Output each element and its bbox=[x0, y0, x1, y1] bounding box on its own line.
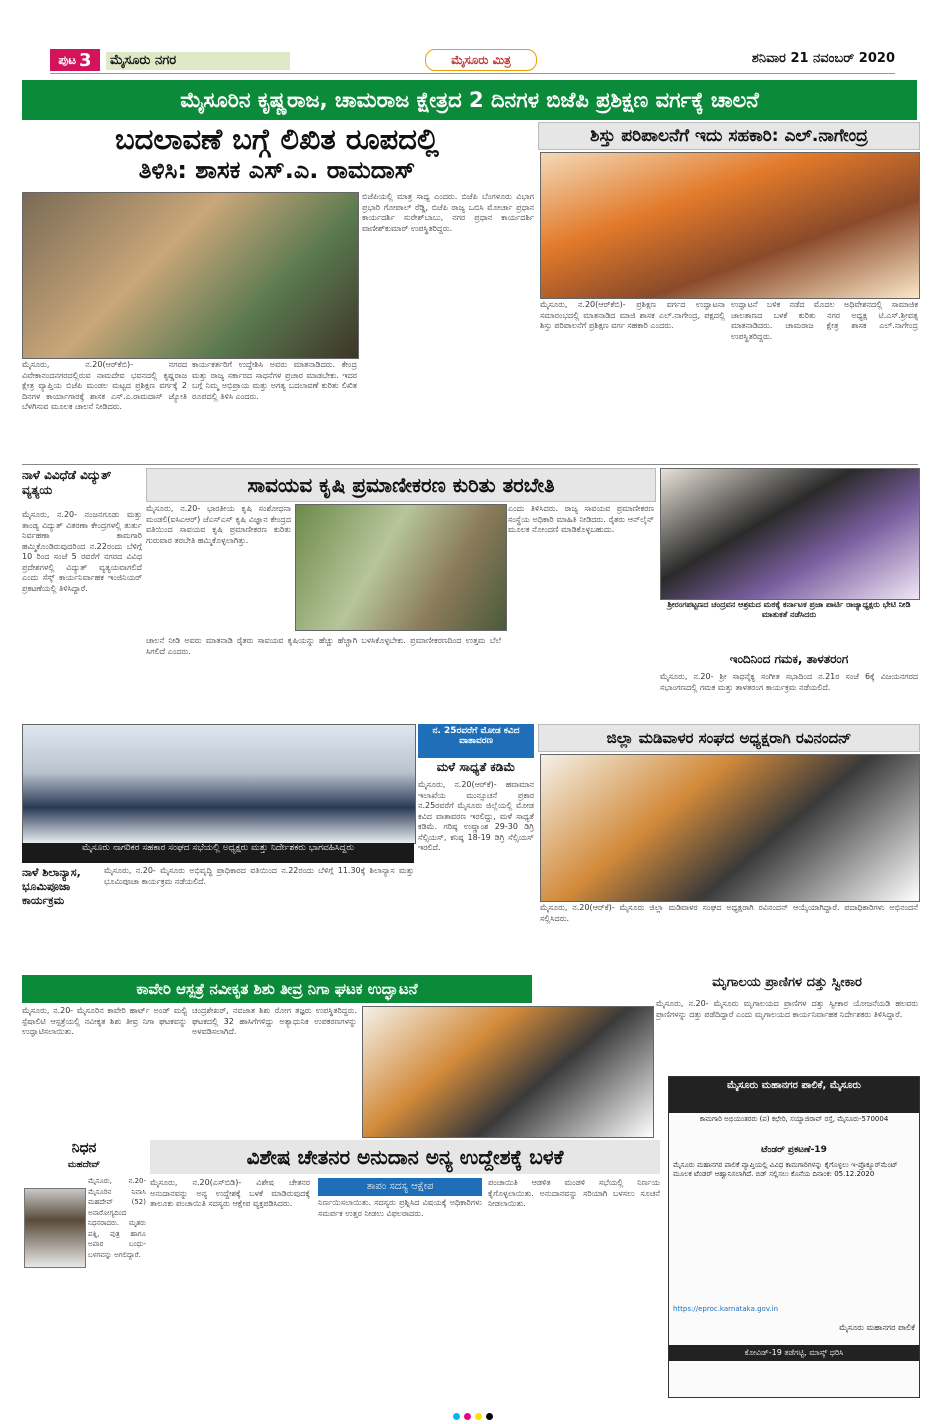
cyan-dot bbox=[453, 1413, 460, 1420]
advert-department: ಕಾಮಗಾರಿ ಅಭಿಯಂತರರು (ಪ) ಕಛೇರಿ, ಸಯ್ಯಾಜಿರಾವ್ ರಸ್ತೆ, ಮೈಸೂರು-570004 bbox=[699, 1115, 889, 1123]
advert-signature: ಮೈಸೂರು ಮಹಾನಗರ ಪಾಲಿಕೆ bbox=[839, 1323, 915, 1332]
paper-logo: ಮೈಸೂರು ಮಿತ್ರ bbox=[425, 49, 537, 71]
story8-text: ಮೈಸೂರು, ನ.20(ಆರ್‌ಕೆ)- ಮೈಸೂರು ಜಿಲ್ಲಾ ಮಡಿವಾಳರ ಸಂಘದ ಅಧ್ಯಕ್ಷರಾಗಿ ರವಿನಂದನ್ ಆಯ್ಕೆಯಾಗಿದ್ದಾರೆ. ಪದಾಧಿಕಾರಿಗಳು ಅಭಿನಂದನೆ ಸಲ್ಲಿಸಿದರು. bbox=[540, 903, 918, 923]
story2-text-b: ಉದ್ಘಾಟನೆ ಬಳಿಕ ನಡೆದ ಮೊದಲ ಅಧಿವೇಶನದಲ್ಲಿ ಸಾಮಾಜಿಕ ಜಾಲತಾಣದ ಬಳಕೆ ಕುರಿತು ನಗರ ಅಧ್ಯಕ್ಷ ಟಿ.ಎಸ್.ಶ್ರೀವತ್ಸ ಮಾತನಾಡಿದರು. ಚಾಮರಾಜ ಕ್ಷೇತ್ರ ಶಾಸಕ ಎಲ್.ನಾಗೇಂದ್ರ ಉಪಸ್ಥಿತರಿದ್ದರು. bbox=[731, 300, 918, 341]
print-color-marks bbox=[453, 1413, 493, 1420]
advert-url[interactable]: https://eproc.karnataka.gov.in bbox=[673, 1305, 779, 1313]
story1-photo bbox=[22, 192, 359, 359]
story12-headline: ವಿಶೇಷ ಚೇತನರ ಅನುದಾನ ಅನ್ಯ ಉದ್ದೇಶಕ್ಕೆ ಬಳಕೆ bbox=[150, 1140, 660, 1174]
page-number-badge bbox=[50, 49, 100, 71]
story4-text-a: ಮೈಸೂರು, ನ.20- ಭಾರತೀಯ ಕೃಷಿ ಸಂಶೋಧನಾ ಮಂಡಲಿ(ಐಸಿಎಆರ್) ಜೆಎಸ್‌ಎಸ್ ಕೃಷಿ ವಿಜ್ಞಾನ ಕೇಂದ್ರದ ವತಿಯಿಂದ ಸಾವಯವ ಕೃಷಿ ಪ್ರಮಾಣೀಕರಣ ಕುರಿತು ಗುರುವಾರ ತರಬೇತಿ ಹಮ್ಮಿಕೊಳ್ಳಲಾಗಿತ್ತು. bbox=[146, 504, 291, 545]
page-label: ಪುಟ bbox=[58, 52, 77, 67]
story7-tag: ನ. 25ರವರೆಗೆ ಮೋಡ ಕವಿದ ವಾತಾವರಣ bbox=[418, 724, 534, 758]
story12-text-a: ಮೈಸೂರು, ನ.20(ಎಸ್‌ಬಿಡಿ)- ವಿಶೇಷ ಚೇತನರ ಅನುದಾನವನ್ನು ಅನ್ಯ ಉದ್ದೇಶಕ್ಕೆ ಬಳಕೆ ಮಾಡಿರುವುದಕ್ಕೆ ತಾಲೂಕು ಪಂಚಾಯಿತಿ ಸದಸ್ಯರು ಆಕ್ಷೇಪ ವ್ಯಕ್ತಪಡಿಸಿದರು. bbox=[150, 1178, 310, 1208]
story8-photo bbox=[540, 754, 920, 902]
story3-headline: ನಾಳೆ ವಿವಿಧೆಡೆ ವಿದ್ಯುತ್ ವ್ಯತ್ಯಯ bbox=[22, 468, 112, 497]
obituary-name: ಮಹದೇವ್ bbox=[67, 1160, 101, 1170]
divider bbox=[22, 464, 918, 465]
obituary-text: ಮೈಸೂರು, ನ.20- ಮೈಸೂರಿನ ನಿವಾಸಿ ಮಹದೇವ್ (52) ಅನಾರೋಗ್ಯದಿಂದ ನಿಧನರಾದರು. ಮೃತರು ಪತ್ನಿ, ಪುತ್ರ ಹಾಗೂ ಅಪಾರ ಬಂಧು-ಬಳಗವನ್ನು ಅಗಲಿದ್ದಾರೆ. bbox=[88, 1177, 146, 1259]
advert-org: ಮೈಸೂರು ಮಹಾನಗರ ಪಾಲಿಕೆ, ಮೈಸೂರು bbox=[669, 1077, 919, 1113]
story11-text: ಮೈಸೂರು, ನ.20- ಮೈಸೂರು ಮೃಗಾಲಯದ ಪ್ರಾಣಿಗಳ ದತ್ತು ಸ್ವೀಕಾರ ಯೋಜನೆಯಡಿ ಹಲವರು ಪ್ರಾಣಿಗಳನ್ನು ದತ್ತು ಪಡೆದಿದ್ದಾರೆ ಎಂದು ಮೃಗಾಲಯದ ಕಾರ್ಯನಿರ್ವಾಹಕ ನಿರ್ದೇಶಕರು ತಿಳಿಸಿದ್ದಾರೆ. bbox=[656, 999, 918, 1019]
story4-text-b: ಚಾಲನೆ ನೀಡಿ ಅವರು ಮಾತನಾಡಿ ರೈತರು ಸಾವಯವ ಕೃಷಿಯನ್ನು ಹೆಚ್ಚು ಹೆಚ್ಚಾಗಿ ಬಳಸಿಕೊಳ್ಳಬೇಕು. ಪ್ರಮಾಣೀಕರಣದಿಂದ ಉತ್ತಮ ಬೆಲೆ ಸಿಗಲಿದೆ ಎಂದರು. bbox=[146, 636, 501, 656]
story4-headline: ಸಾವಯವ ಕೃಷಿ ಪ್ರಮಾಣೀಕರಣ ಕುರಿತು ತರಬೇತಿ bbox=[146, 468, 656, 502]
obituary-photo bbox=[24, 1188, 86, 1268]
story12-text-c: ಪಂಚಾಯಿತಿ ಆಡಳಿತ ಮಂಡಳಿ ಸಭೆಯಲ್ಲಿ ನಿರ್ಣಯ ಕೈಗೊಳ್ಳಲಾಯಿತು. ಅನುದಾನವನ್ನು ಸರಿಯಾಗಿ ಬಳಸಲು ಸೂಚನೆ ನೀಡಲಾಯಿತು. bbox=[488, 1178, 660, 1208]
story10-photo bbox=[362, 1006, 654, 1138]
story4-text-c: ಎಂದು ತಿಳಿಸಿದರು. ರಾಜ್ಯ ಸಾವಯವ ಪ್ರಮಾಣೀಕರಣ ಸಂಸ್ಥೆಯ ಅಧಿಕಾರಿ ಮಾಹಿತಿ ನೀಡಿದರು. ರೈತರು ಆನ್‌ಲೈನ್ ಮೂಲಕ ನೋಂದಣಿ ಮಾಡಿಕೊಳ್ಳಬಹುದು. bbox=[508, 504, 654, 534]
yellow-dot bbox=[475, 1413, 482, 1420]
story7-text: ಮೈಸೂರು, ನ.20(ಆರ್‌ಕೆ)- ಹವಾಮಾನ ಇಲಾಖೆಯ ಮುನ್ಸೂಚನೆ ಪ್ರಕಾರ ನ.25ರವರೆಗೆ ಮೈಸೂರು ಜಿಲ್ಲೆಯಲ್ಲಿ ಮೋಡ ಕವಿದ ವಾತಾವರಣ ಇರಲಿದ್ದು, ಮಳೆ ಸಾಧ್ಯತೆ ಕಡಿಮೆ. ಗರಿಷ್ಠ ಉಷ್ಣಾಂಶ 29-30 ಡಿಗ್ರಿ ಸೆಲ್ಸಿಯಸ್, ಕನಿಷ್ಠ 18-19 ಡಿಗ್ರಿ ಸೆಲ್ಸಿಯಸ್ ಇರಲಿದೆ. bbox=[418, 780, 534, 852]
story1-headline-line2: ತಿಳಿಸಿ: ಶಾಸಕ ಎಸ್.ಎ. ರಾಮದಾಸ್ bbox=[138, 156, 416, 184]
story7-headline: ಮಳೆ ಸಾಧ್ಯತೆ ಕಡಿಮೆ bbox=[436, 760, 516, 774]
obituary-headline: ನಿಧನ bbox=[71, 1140, 97, 1156]
story8-headline: ಜಿಲ್ಲಾ ಮಡಿವಾಳರ ಸಂಘದ ಅಧ್ಯಕ್ಷರಾಗಿ ರವಿನಂದನ್ bbox=[538, 724, 920, 752]
story10-text-a: ಮೈಸೂರು, ನ.20- ಮೈಸೂರಿನ ಕಾವೇರಿ ಹಾರ್ಟ್ ಅಂಡ್ ಮಲ್ಟಿ ಸ್ಪೆಷಾಲಿಟಿ ಆಸ್ಪತ್ರೆಯಲ್ಲಿ ನವೀಕೃತ ಶಿಶು ತೀವ್ರ ನಿಗಾ ಘಟಕವನ್ನು ಉದ್ಘಾಟಿಸಲಾಯಿತು. bbox=[22, 1006, 187, 1036]
story12-subhead: ತಾಪಂ ಸದಸ್ಯ ಆಕ್ಷೇಪ bbox=[318, 1178, 482, 1196]
story3-text: ಮೈಸೂರು, ನ.20- ನಂಜನಗೂಡು ಮತ್ತು ತಾಂಡ್ಯ ವಿದ್ಯುತ್ ವಿತರಣಾ ಕೇಂದ್ರಗಳಲ್ಲಿ ತುರ್ತು ನಿರ್ವಹಣಾ ಕಾಮಗಾರಿ ಹಮ್ಮಿಕೊಂಡಿರುವುದರಿಂದ ನ.22ರಂದು ಬೆಳಿಗ್ಗೆ 10 ರಿಂದ ಸಂಜೆ 5 ರವರೆಗೆ ನಗರದ ವಿವಿಧ ಪ್ರದೇಶಗಳಲ್ಲಿ ವಿದ್ಯುತ್ ವ್ಯತ್ಯಯವಾಗಲಿದೆ ಎಂದು ಸೆಸ್ಕ್ ಕಾರ್ಯನಿರ್ವಾಹಕ ಇಂಜಿನಿಯರ್ ಪ್ರಕಟಣೆಯಲ್ಲಿ ತಿಳಿಸಿದ್ದಾರೆ. bbox=[22, 510, 142, 593]
advert-body: ಮೈಸೂರು ಮಹಾನಗರ ಪಾಲಿಕೆ ವ್ಯಾಪ್ತಿಯಲ್ಲಿ ವಿವಿಧ ಕಾಮಗಾರಿಗಳನ್ನು ಕೈಗೊಳ್ಳಲು ಇ-ಪ್ರೊಕ್ಯೂರ್‌ಮೆಂಟ್ ಮೂಲಕ ಟೆಂಡರ್ ಆಹ್ವಾನಿಸಲಾಗಿದೆ. ಬಿಡ್ ಸಲ್ಲಿಸಲು ಕೊನೆಯ ದಿನಾಂಕ: 05.12.2020 bbox=[673, 1161, 898, 1178]
story5-headline: ಇಂದಿನಿಂದ ಗಮಕ, ತಾಳತರಂಗ bbox=[729, 652, 849, 666]
story10-text-b: ಚಂದ್ರಶೇಖರ್, ನವಜಾತ ಶಿಶು ರೋಗ ತಜ್ಞರು ಉಪಸ್ಥಿತರಿದ್ದರು. ಘಟಕದಲ್ಲಿ 32 ಹಾಸಿಗೆಗಳಿದ್ದು ಅತ್ಯಾಧುನಿಕ ಉಪಕರಣಗಳನ್ನು ಅಳವಡಿಸಲಾಗಿದೆ. bbox=[192, 1006, 357, 1036]
story12-text-b: ನಿರ್ಣಯಿಸಲಾಯಿತು. ಸದಸ್ಯರು ಪ್ರಶ್ನಿಸಿದ ವಿಷಯಕ್ಕೆ ಅಧಿಕಾರಿಗಳು ಸಮರ್ಪಕ ಉತ್ತರ ನೀಡಲು ವಿಫಲರಾದರು. bbox=[318, 1198, 482, 1218]
story11-headline: ಮೃಗಾಲಯ ಪ್ರಾಣಿಗಳ ದತ್ತು ಸ್ವೀಕಾರ bbox=[712, 975, 862, 990]
masthead bbox=[50, 49, 895, 74]
story4-photo bbox=[295, 504, 507, 631]
story5-text: ಮೈಸೂರು, ನ.20- ಶ್ರೀ ಸಾಧನೈಕ್ಯ ಸಂಗೀತ ಸಭಾದಿಂದ ನ.21ರ ಸಂಜೆ 6ಕ್ಕೆ ವಿಜಯನಗರದ ಸಭಾಂಗಣದಲ್ಲಿ ಗಮಕ ಮತ್ತು ತಾಳತರಂಗ ಕಾರ್ಯಕ್ರಮ ನಡೆಯಲಿದೆ. bbox=[660, 672, 918, 692]
story5-caption: ಶ್ರೀರಂಗಪಟ್ಟಣದ ಚಂದ್ರವನ ಆಶ್ರಮದ ಮಠಕ್ಕೆ ಕರ್ನಾಟಕ ಪ್ರಜಾ ಪಾರ್ಟಿ ರಾಜ್ಯಾಧ್ಯಕ್ಷರು ಭೇಟಿ ನೀಡಿ ಮಾತುಕತೆ ನಡೆಸಿದರು bbox=[667, 600, 911, 619]
black-dot bbox=[486, 1413, 493, 1420]
advert-notice-title: ಟೆಂಡರ್ ಪ್ರಕಟಣೆ-19 bbox=[761, 1145, 827, 1155]
story6-photo bbox=[22, 724, 416, 844]
section-name: ಮೈಸೂರು ನಗರ bbox=[106, 52, 290, 70]
issue-date: ಶನಿವಾರ 21 ನವಂಬರ್ 2020 bbox=[751, 51, 895, 66]
story9-text: ಮೈಸೂರು, ನ.20- ಮೈಸೂರು ಅಭಿವೃದ್ಧಿ ಪ್ರಾಧಿಕಾರದ ವತಿಯಿಂದ ನ.22ರಂದು ಬೆಳಿಗ್ಗೆ 11.30ಕ್ಕೆ ಶಿಲಾನ್ಯಾಸ ಮತ್ತು ಭೂಮಿಪೂಜಾ ಕಾರ್ಯಕ್ರಮ ನಡೆಯಲಿದೆ. bbox=[104, 866, 414, 886]
page-number: 3 bbox=[79, 49, 92, 71]
top-banner: ಮೈಸೂರಿನ ಕೃಷ್ಣರಾಜ, ಚಾಮರಾಜ ಕ್ಷೇತ್ರದ 2 ದಿನಗಳ ಬಿಜೆಪಿ ಪ್ರಶಿಕ್ಷಣ ವರ್ಗಕ್ಕೆ ಚಾಲನೆ bbox=[22, 80, 917, 120]
story5-photo bbox=[660, 468, 920, 600]
story1-headline-line1: ಬದಲಾವಣೆ ಬಗ್ಗೆ ಲಿಖಿತ ರೂಪದಲ್ಲಿ bbox=[115, 122, 439, 156]
story2-photo bbox=[540, 152, 920, 299]
story1-text-b: ಕಾರ್ಯಕರ್ತರಿಗೆ ಉದ್ದೇಶಿಸಿ ಅವರು ಮಾತನಾಡಿದರು. ಕೇಂದ್ರ ಮತ್ತು ರಾಜ್ಯ ಸರ್ಕಾರದ ಸಾಧನೆಗಳ ಪ್ರಚಾರ ಮಾಡಬೇಕು. ಇದರ ಬಗ್ಗೆ ನಿಮ್ಮ ಅಭಿಪ್ರಾಯ ಮತ್ತು ಅಗತ್ಯ ಬದಲಾವಣೆ ಕುರಿತು ಲಿಖಿತ ರೂಪದಲ್ಲಿ ತಿಳಿಸಿ ಎಂದರು. bbox=[192, 360, 357, 401]
tender-advert bbox=[668, 1076, 920, 1398]
magenta-dot bbox=[464, 1413, 471, 1420]
story2-text-a: ಮೈಸೂರು, ನ.20(ಆರ್‌ಕೆಬಿ)- ಪ್ರಶಿಕ್ಷಣ ವರ್ಗದ ಉದ್ಘಾಟನಾ ಸಮಾರಂಭದಲ್ಲಿ ಮಾತನಾಡಿದ ಮಾಜಿ ಶಾಸಕ ಎಲ್.ನಾಗೇಂದ್ರ, ಪಕ್ಷದಲ್ಲಿ ಶಿಸ್ತು ಪರಿಪಾಲನೆಗೆ ಪ್ರಶಿಕ್ಷಣ ವರ್ಗ ಸಹಕಾರಿ ಎಂದರು. bbox=[540, 300, 725, 330]
story9-headline: ನಾಳೆ ಶಿಲಾನ್ಯಾಸ, ಭೂಮಿಪೂಜಾ ಕಾರ್ಯಕ್ರಮ bbox=[22, 866, 81, 907]
advert-footer: ಕೋವಿಡ್-19 ತಡೆಗಟ್ಟಿ, ಮಾಸ್ಕ್ ಧರಿಸಿ bbox=[669, 1345, 919, 1361]
story1-text-a: ಮೈಸೂರು, ನ.20(ಆರ್‌ಕೆಬಿ)- ನಗರದ ವಿವೇಕಾನಂದನಗರದಲ್ಲಿರುವ ನಾಮದೇವ ಭವನದಲ್ಲಿ ಕೃಷ್ಣರಾಜ ಕ್ಷೇತ್ರ ವ್ಯಾಪ್ತಿಯ ಬಿಜೆಪಿ ಮಂಡಲ ಮಟ್ಟದ ಪ್ರಶಿಕ್ಷಣ ವರ್ಗಕ್ಕೆ 2 ದಿನಗಳ ಕಾರ್ಯಾಗಾರಕ್ಕೆ ಶಾಸಕ ಎಸ್.ಎ.ರಾಮದಾಸ್ ಜ್ಯೋತಿ ಬೆಳಗಿಸುವ ಮೂಲಕ ಚಾಲನೆ ನೀಡಿದರು. bbox=[22, 360, 187, 411]
story2-headline: ಶಿಸ್ತು ಪರಿಪಾಲನೆಗೆ ಇದು ಸಹಕಾರಿ: ಎಲ್.ನಾಗೇಂದ್ರ bbox=[538, 122, 920, 150]
story1-text-c: ಬಿಜೆಪಿಯಲ್ಲಿ ಮಾತ್ರ ಸಾಧ್ಯ ಎಂದರು. ಬಿಜೆಪಿ ಬೆಂಗಳೂರು ವಿಭಾಗ ಪ್ರಭಾರಿ ಗೋಪಾಲ್ ರೆಡ್ಡಿ, ಬಿಜೆಪಿ ರಾಜ್ಯ ಒಬಿಸಿ ಮೋರ್ಚಾ ಪ್ರಧಾನ ಕಾರ್ಯದರ್ಶಿ ಸುರೇಶ್‌ಬಾಬು, ನಗರ ಪ್ರಧಾನ ಕಾರ್ಯದರ್ಶಿ ವಾಣೀಶ್‌ಕುಮಾರ್ ಉಪಸ್ಥಿತರಿದ್ದರು. bbox=[362, 192, 534, 233]
story6-caption: ಮೈಸೂರು ನಾಗರಿಕರ ಸಹಕಾರ ಸಂಘದ ಸಭೆಯಲ್ಲಿ ಅಧ್ಯಕ್ಷರು ಮತ್ತು ನಿರ್ದೇಶಕರು ಭಾಗವಹಿಸಿದ್ದರು bbox=[22, 843, 414, 863]
story10-headline: ಕಾವೇರಿ ಆಸ್ಪತ್ರೆ ನವೀಕೃತ ಶಿಶು ತೀವ್ರ ನಿಗಾ ಘಟಕ ಉದ್ಘಾಟನೆ bbox=[22, 975, 532, 1003]
